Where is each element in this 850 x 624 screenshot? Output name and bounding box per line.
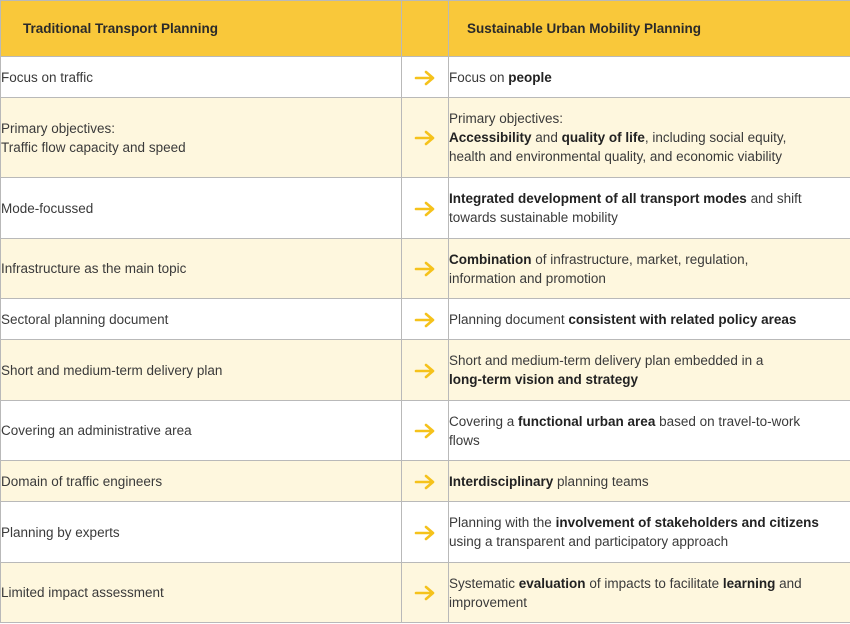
emphasis-text: involvement of stakeholders and citizens <box>555 515 819 530</box>
sustainable-text: information and promotion <box>449 270 606 286</box>
sustainable-text: and <box>775 575 802 591</box>
traditional-text: Short and medium-term delivery plan <box>1 362 223 378</box>
traditional-text: Planning by experts <box>1 524 120 540</box>
sustainable-line <box>449 128 850 147</box>
arrow-right-icon <box>414 130 436 146</box>
table-row <box>1 98 850 178</box>
sustainable-text: and shift <box>746 191 802 206</box>
arrow-cell <box>402 299 449 340</box>
sustainable-line <box>449 109 850 128</box>
sustainable-text: Covering a <box>449 413 519 429</box>
traditional-cell <box>1 340 402 401</box>
emphasis-text: functional urban area <box>518 413 656 429</box>
table-row <box>1 563 850 623</box>
sustainable-text: and <box>531 130 562 145</box>
table-row <box>1 401 850 461</box>
header-arrow-spacer <box>402 1 449 57</box>
arrow-right-icon <box>414 423 436 439</box>
emphasis-text: consistent with related policy areas <box>568 311 797 327</box>
sustainable-text: Primary objectives: <box>449 111 564 126</box>
sustainable-text: Focus on <box>449 69 509 85</box>
sustainable-line <box>449 412 850 431</box>
sustainable-text: Planning with the <box>449 515 556 530</box>
sustainable-cell <box>449 98 850 178</box>
arrow-right-icon <box>414 312 436 328</box>
traditional-cell <box>1 299 402 340</box>
emphasis-text: Combination <box>449 251 532 267</box>
table-row <box>1 57 850 98</box>
table-row <box>1 340 850 401</box>
sustainable-text: , including social equity, <box>644 130 787 145</box>
arrow-right-icon <box>414 363 436 379</box>
sustainable-cell <box>449 299 850 340</box>
traditional-text: Primary objectives: <box>1 120 116 136</box>
sustainable-text: based on travel-to-work <box>655 413 801 429</box>
sustainable-line <box>449 513 850 532</box>
sustainable-text: of infrastructure, market, regulation, <box>531 251 749 267</box>
table-row <box>1 239 850 299</box>
arrow-right-icon <box>414 525 436 541</box>
traditional-text: Mode-focussed <box>1 200 94 216</box>
sustainable-line <box>449 574 850 593</box>
emphasis-text: Interdisciplinary <box>449 473 554 489</box>
arrow-right-icon <box>414 70 436 86</box>
sustainable-line <box>449 269 850 288</box>
sustainable-line <box>449 208 850 227</box>
sustainable-text: Systematic <box>449 575 519 591</box>
traditional-cell <box>1 563 402 623</box>
sustainable-line <box>449 532 850 551</box>
sustainable-text: Planning document <box>449 311 569 327</box>
arrow-right-icon <box>414 201 436 217</box>
arrow-cell <box>402 239 449 299</box>
sustainable-line <box>449 250 850 269</box>
arrow-cell <box>402 502 449 563</box>
traditional-cell <box>1 98 402 178</box>
traditional-cell <box>1 178 402 239</box>
sustainable-line <box>449 189 850 208</box>
sustainable-cell <box>449 340 850 401</box>
sustainable-line <box>449 472 850 491</box>
traditional-cell <box>1 239 402 299</box>
header-sustainable: Sustainable Urban Mobility Planning <box>449 1 850 57</box>
table-row <box>1 502 850 563</box>
arrow-cell <box>402 340 449 401</box>
sustainable-text: Short and medium-term delivery plan embedded in a <box>449 353 764 368</box>
sustainable-line <box>449 68 850 87</box>
sustainable-text: improvement <box>449 594 528 610</box>
sustainable-cell <box>449 57 850 98</box>
table-row <box>1 299 850 340</box>
sustainable-text: flows <box>449 432 480 448</box>
table-body <box>1 57 850 623</box>
arrow-right-icon <box>414 261 436 277</box>
table-row <box>1 178 850 239</box>
sustainable-cell <box>449 502 850 563</box>
sustainable-text: planning teams <box>553 473 649 489</box>
sustainable-line <box>449 310 850 329</box>
emphasis-text: Accessibility <box>449 130 532 145</box>
emphasis-text: learning <box>722 575 776 591</box>
arrow-cell <box>402 401 449 461</box>
sustainable-line <box>449 431 850 450</box>
traditional-cell <box>1 401 402 461</box>
table-row <box>1 461 850 502</box>
arrow-right-icon <box>414 474 436 490</box>
sustainable-text: of impacts to facilitate <box>585 575 723 591</box>
traditional-cell <box>1 502 402 563</box>
traditional-text: Domain of traffic engineers <box>1 473 163 489</box>
arrow-right-icon <box>414 585 436 601</box>
arrow-cell <box>402 563 449 623</box>
arrow-cell <box>402 57 449 98</box>
sustainable-text: health and environmental quality, and economic viability <box>449 149 782 164</box>
sustainable-line <box>449 370 850 389</box>
sustainable-line <box>449 593 850 612</box>
traditional-text: Limited impact assessment <box>1 585 164 600</box>
traditional-text: Focus on traffic <box>1 69 94 85</box>
table-header-row <box>1 1 850 57</box>
traditional-cell <box>1 57 402 98</box>
sustainable-cell <box>449 178 850 239</box>
header-traditional: Traditional Transport Planning <box>1 1 402 57</box>
sustainable-line <box>449 147 850 166</box>
sustainable-cell <box>449 401 850 461</box>
sustainable-text: towards sustainable mobility <box>449 210 618 225</box>
traditional-cell <box>1 461 402 502</box>
traditional-text: Sectoral planning document <box>1 311 169 327</box>
emphasis-text: quality of life <box>561 130 645 145</box>
emphasis-text: people <box>508 69 552 85</box>
arrow-cell <box>402 461 449 502</box>
arrow-cell <box>402 98 449 178</box>
traditional-text: Traffic flow capacity and speed <box>1 139 186 155</box>
traditional-text: Infrastructure as the main topic <box>1 261 187 276</box>
traditional-text: Covering an administrative area <box>1 423 192 438</box>
sustainable-cell <box>449 239 850 299</box>
emphasis-text: long-term vision and strategy <box>449 372 639 387</box>
sustainable-cell <box>449 461 850 502</box>
sustainable-text: using a transparent and participatory approach <box>449 534 729 549</box>
emphasis-text: evaluation <box>518 575 586 591</box>
sustainable-cell <box>449 563 850 623</box>
arrow-cell <box>402 178 449 239</box>
emphasis-text: Integrated development of all transport modes <box>449 191 747 206</box>
sustainable-line <box>449 351 850 370</box>
